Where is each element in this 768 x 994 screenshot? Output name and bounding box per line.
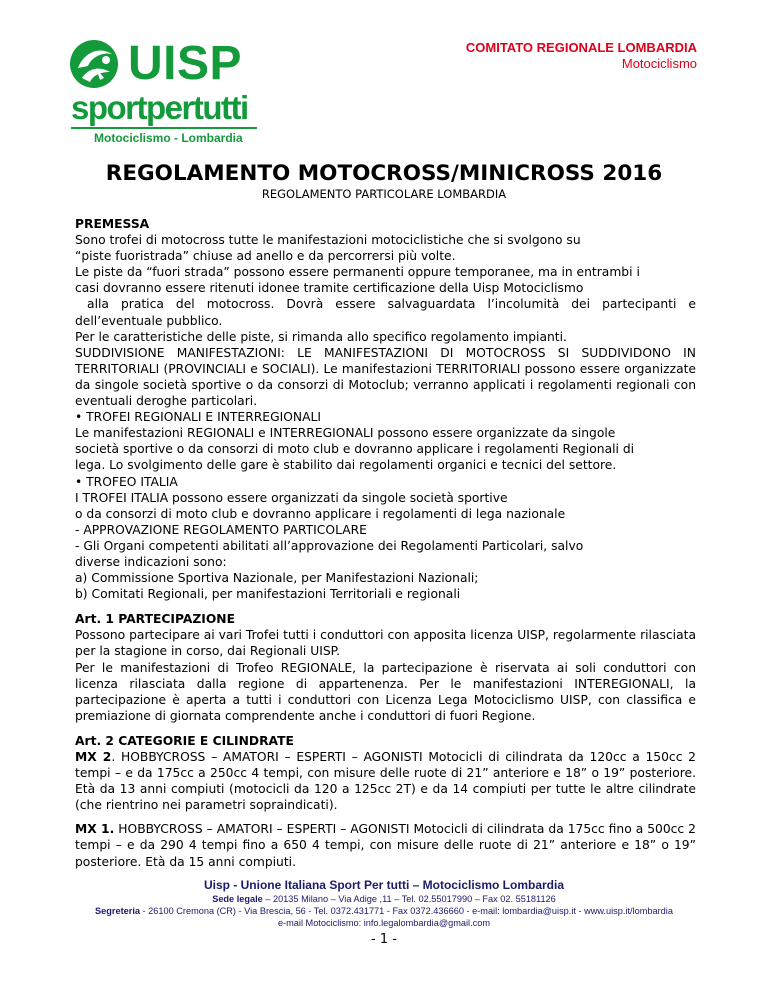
section-heading: Art. 1 PARTECIPAZIONE xyxy=(75,612,235,627)
text-line: - APPROVAZIONE REGOLAMENTO PARTICOLARE xyxy=(75,522,367,537)
category-label: MX 2 xyxy=(75,750,112,764)
section-premessa xyxy=(75,216,700,602)
section-heading: Art. 2 CATEGORIE E CILINDRATE xyxy=(75,733,294,748)
text-line: a) Commissione Sportiva Nazionale, per Manifestazioni Nazionali; xyxy=(75,571,479,586)
paragraph-mx2 xyxy=(75,749,696,813)
text-line: “piste fuoristrada” chiuse ad anello e da percorrersi più volte. xyxy=(75,249,456,264)
text-line: Per le caratteristiche delle piste, si rimanda allo specifico regolamento impianti. xyxy=(75,329,567,344)
footer-sede: Sede legale – 20135 Milano – Via Adige ,11 – Tel. 02.55017990 – Fax 02. 55181126 xyxy=(212,894,556,904)
document-subtitle: REGOLAMENTO PARTICOLARE LOMBARDIA xyxy=(261,187,507,201)
paragraph-mx1 xyxy=(75,821,696,869)
logo-wordmark: UISP xyxy=(128,37,243,90)
text-line: • TROFEI REGIONALI E INTERREGIONALI xyxy=(75,410,321,425)
logo-slogan: sportpertutti xyxy=(71,89,248,126)
section-art1 xyxy=(75,611,696,724)
document-body xyxy=(75,216,700,870)
text-line: società sportive o da consorzi di moto club e dovranno applicare i regolamenti Regionali di xyxy=(75,442,635,457)
text-line: Le piste da “fuori strada” possono essere permanenti oppure temporanee, ma in entrambi i xyxy=(75,265,640,280)
text-line: • TROFEO ITALIA xyxy=(75,474,178,489)
text-line: lega. Lo svolgimento delle gare è stabilito dai regolamenti organici e tecnici del settore. xyxy=(75,458,617,473)
footer-segreteria: Segreteria - 26100 Cremona (CR) - Via Brescia, 56 - Tel. 0372.431771 - Fax 0372.436660 - e-mail: lombardia@uisp.it - www.uisp.it/lombardia xyxy=(95,906,673,916)
committee-discipline: Motociclismo xyxy=(621,56,697,71)
paragraph: alla pratica del motocross. Dovrà essere salvaguardata l’incolumità dei partecipanti e dell’eventuale pubblico. xyxy=(75,297,700,328)
category-text: HOBBYCROSS – AMATORI – ESPERTI – AGONISTI Motocicli di cilindrata da 175cc fino a 500cc 2 tempi – e da 290 4 tempi fino a 650 4 tempi, con misure delle ruote di 21” anteriore e 18” o 19” posteriore. Età da 15 anni compiuti. xyxy=(75,822,696,869)
logo-divider xyxy=(71,127,257,129)
text-line: Le manifestazioni REGIONALI e INTERREGIONALI possono essere organizzate da singole xyxy=(75,426,616,441)
paragraph: SUDDIVISIONE MANIFESTAZIONI: LE MANIFESTAZIONI DI MOTOCROSS SI SUDDIVIDONO IN TERRITORIALI (PROVINCIALI e SOCIALI). Le manifestazioni TERRITORIALI possono essere organizzate da singole società sportive o da consorzi di Motoclub; verranno applicati i regolamenti regionali con eventuali deroghe particolari. xyxy=(75,345,696,409)
category-text: . HOBBYCROSS – AMATORI – ESPERTI – AGONISTI Motocicli di cilindrata da 120cc a 150cc 2 tempi – e da 175cc a 250cc 4 tempi, con misure delle ruote di 21” anteriore e 18” o 19” posteriore. Età da 13 anni compiuti (motocicli da 120 a 125cc 2T) e da 14 compiuti per tutte le altre cilindrate (che rientrino nei parametri sopraindicati). xyxy=(75,750,696,813)
footer-email: e-mail Motociclismo: info.legalombardia@gmail.com xyxy=(277,918,491,928)
uisp-runner-emblem-icon xyxy=(66,38,130,90)
text-line: I TROFEI ITALIA possono essere organizzati da singole società sportive xyxy=(75,490,508,505)
page-number: - 1 - xyxy=(371,932,397,947)
text-line: b) Comitati Regionali, per manifestazioni Territoriali e regionali xyxy=(75,587,461,602)
section-heading: PREMESSA xyxy=(75,217,150,231)
committee-name: COMITATO REGIONALE LOMBARDIA xyxy=(465,40,697,55)
logo-caption: Motociclismo - Lombardia xyxy=(94,131,243,145)
uisp-logo xyxy=(66,38,258,148)
footer-org: Uisp - Unione Italiana Sport Per tutti – Motociclismo Lombardia xyxy=(203,878,565,892)
paragraph: Possono partecipare ai vari Trofei tutti i conduttori con apposita licenza UISP, regolarmente rilasciata per la stagione in corso, dai Regionali UISP. xyxy=(75,628,696,659)
paragraph: Per le manifestazioni di Trofeo REGIONALE, la partecipazione è riservata ai soli conduttori con licenza rilasciata dalla regione di appartenenza. Per le manifestazioni INTEREGIONALI, la partecipazione è aperta a tutti i conduttori con Licenza Lega Motociclismo UISP, con classifica e premiazione di giornata comprendente anche i conduttori di fuori Regione. xyxy=(75,660,696,723)
text-line: casi dovranno essere ritenuti idonee tramite certificazione della Uisp Motociclismo xyxy=(75,281,584,296)
document-title: REGOLAMENTO MOTOCROSS/MINICROSS 2016 xyxy=(105,161,663,186)
committee-block xyxy=(466,40,697,72)
text-line: Sono trofei di motocross tutte le manifestazioni motociclistiche che si svolgono su xyxy=(75,233,581,248)
section-art2 xyxy=(75,733,696,870)
text-line: - Gli Organi competenti abilitati all’approvazione dei Regolamenti Particolari, salvo xyxy=(75,538,584,553)
text-line: diverse indicazioni sono: xyxy=(75,554,227,569)
page-footer xyxy=(0,878,768,949)
text-line: o da consorzi di moto club e dovranno applicare i regolamenti di lega nazionale xyxy=(75,506,566,521)
category-label: MX 1. xyxy=(75,822,115,837)
